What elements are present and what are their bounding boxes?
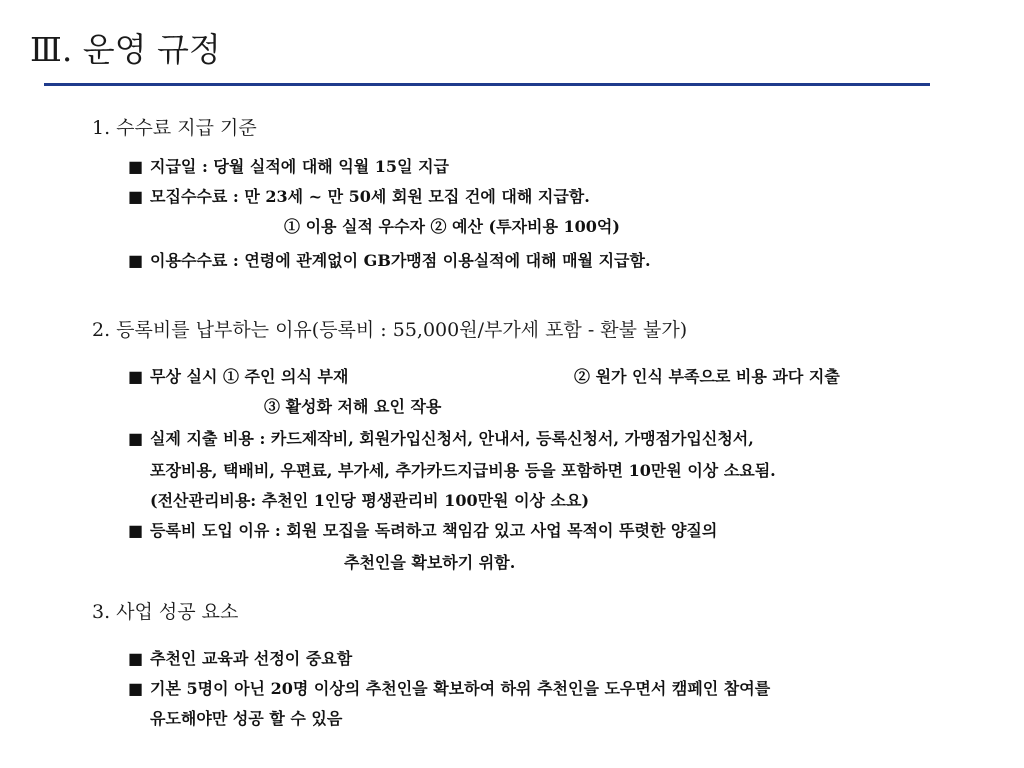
section2-line4: 포장비용, 택배비, 우편료, 부가세, 추가카드지급비용 등을 포함하면 10만원 이상 소요됨.: [150, 461, 776, 480]
bullet-icon: ■: [128, 157, 144, 176]
bullet-icon: ■: [128, 679, 144, 698]
section1-line2: ■ 모집수수료 : 만 23세 ~ 만 50세 회원 모집 건에 대해 지급함.: [128, 187, 590, 206]
bullet-icon: ■: [128, 521, 144, 540]
bullet-icon: ■: [128, 649, 144, 668]
section2-line2: ③ 활성화 저해 요인 작용: [264, 397, 442, 416]
section3-line3: 유도해야만 성공 할 수 있음: [150, 709, 343, 728]
bullet-icon: ■: [128, 251, 144, 270]
bullet-icon: ■: [128, 429, 144, 448]
section3-line2: ■ 기본 5명이 아닌 20명 이상의 추천인을 확보하여 하위 추천인을 도우면서 캠페인 참여를: [128, 679, 771, 698]
page-title: Ⅲ. 운영 규정: [30, 30, 221, 69]
bullet-icon: ■: [128, 187, 144, 206]
bullet-icon: ■: [128, 367, 144, 386]
section2-line1: ■ 무상 실시 ① 주인 의식 부재: [128, 367, 349, 386]
section2-line3: ■ 실제 지출 비용 : 카드제작비, 회원가입신청서, 안내서, 등록신청서, 가맹점가입신청서,: [128, 429, 754, 448]
title-divider: [44, 83, 930, 86]
section1-line1: ■ 지급일 : 당월 실적에 대해 익월 15일 지급: [128, 157, 450, 176]
section1-line4: ■ 이용수수료 : 연령에 관계없이 GB가맹점 이용실적에 대해 매월 지급함.: [128, 251, 651, 270]
section3-line1: ■ 추천인 교육과 선정이 중요함: [128, 649, 353, 668]
section2-heading: 2. 등록비를 납부하는 이유(등록비 : 55,000원/부가세 포함 - 환불 불가): [92, 319, 688, 341]
section1-line3: ① 이용 실적 우수자 ② 예산 (투자비용 100억): [284, 217, 620, 236]
section2-line5: (전산관리비용: 추천인 1인당 평생관리비 100만원 이상 소요): [150, 491, 590, 510]
section3-heading: 3. 사업 성공 요소: [92, 601, 239, 623]
section2-line7: 추천인을 확보하기 위함.: [344, 553, 516, 572]
section2-line1b: ② 원가 인식 부족으로 비용 과다 지출: [574, 367, 840, 386]
section1-heading: 1. 수수료 지급 기준: [92, 117, 257, 139]
section2-line6: ■ 등록비 도입 이유 : 회원 모집을 독려하고 책임감 있고 사업 목적이 뚜렷한 양질의: [128, 521, 718, 540]
